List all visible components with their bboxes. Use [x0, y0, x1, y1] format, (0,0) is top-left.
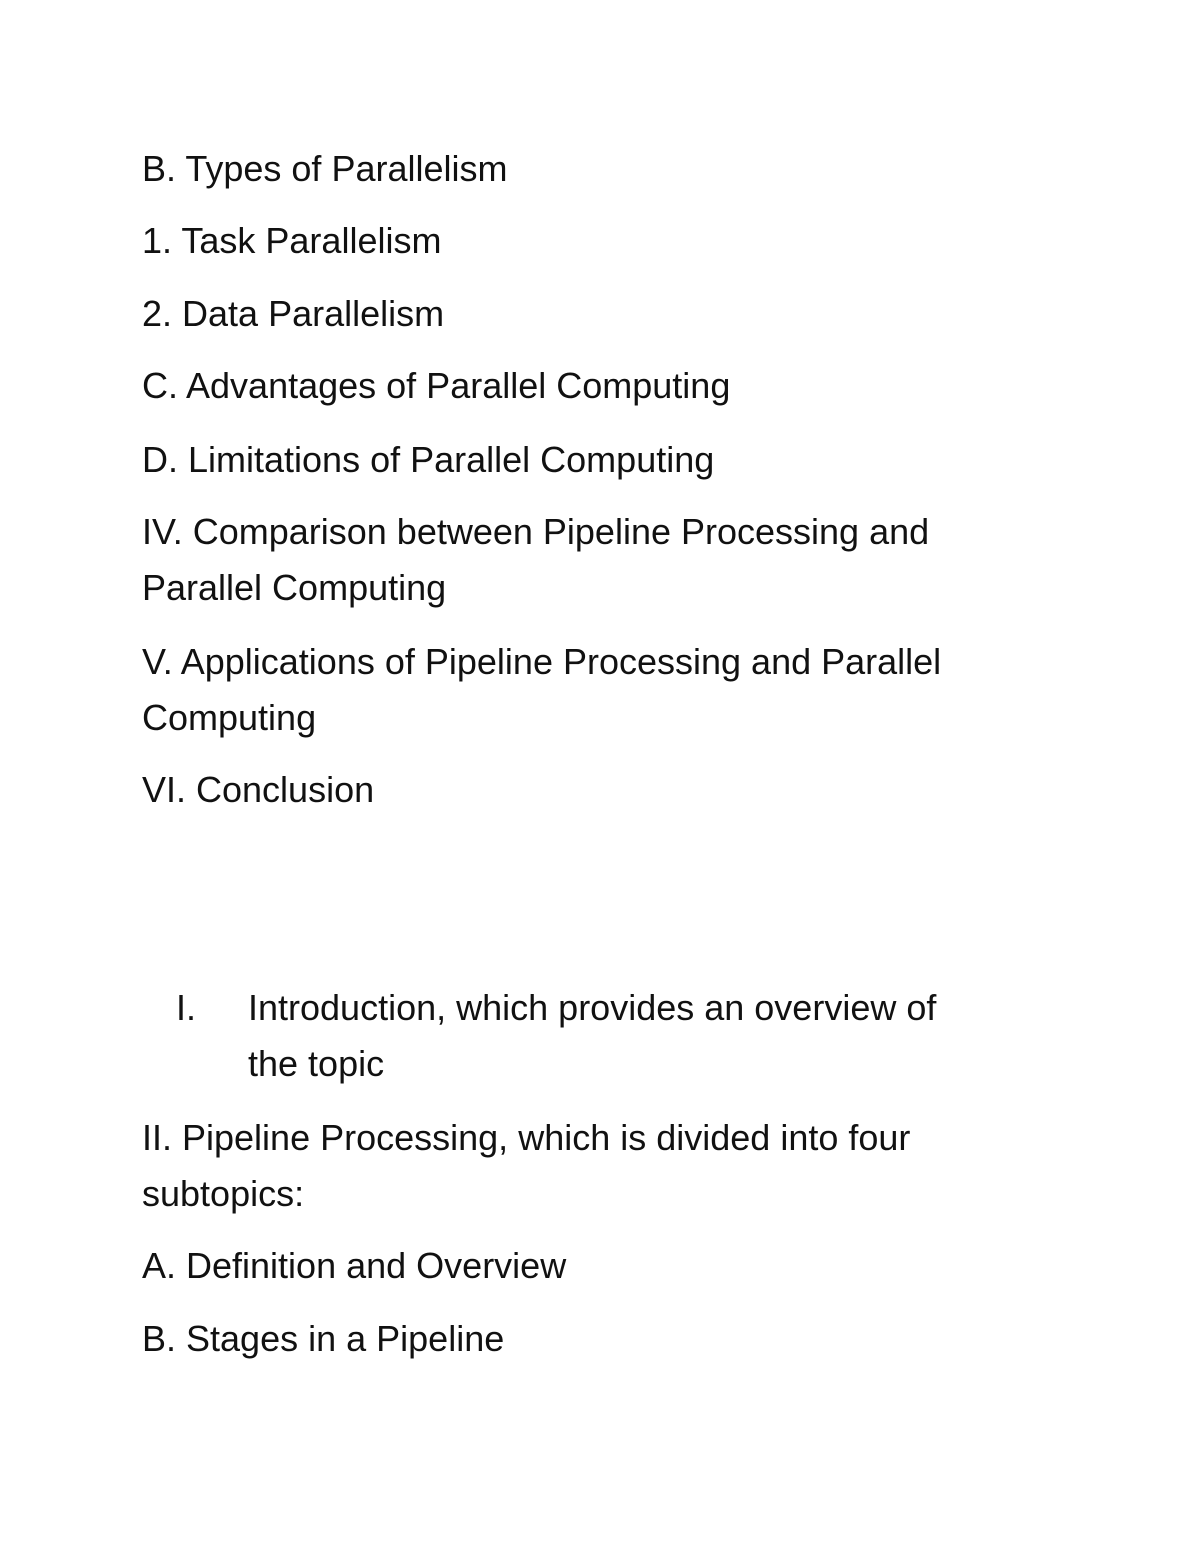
outline-line-conclusion: VI. Conclusion: [142, 769, 375, 810]
outline-introduction-item: [142, 980, 1042, 1092]
outline-line-advantages: C. Advantages of Parallel Computing: [142, 365, 731, 406]
outline-roman-numeral: I.: [176, 987, 197, 1028]
outline-introduction-text: [248, 980, 1038, 1092]
outline-line-comparison: IV. Comparison between Pipeline Processing and: [142, 511, 930, 552]
outline-line-limitations: D. Limitations of Parallel Computing: [142, 439, 715, 480]
outline-introduction-line-1: Introduction, which provides an overview of: [248, 987, 937, 1028]
outline-line-pipeline-processing: II. Pipeline Processing, which is divided into four: [142, 1117, 911, 1158]
outline-line-stages-pipeline: B. Stages in a Pipeline: [142, 1318, 505, 1359]
outline-line-applications: V. Applications of Pipeline Processing and Parallel: [142, 641, 942, 682]
outline-line-definition-overview: A. Definition and Overview: [142, 1245, 567, 1286]
outline-line-pipeline-subtopics: subtopics:: [142, 1173, 305, 1214]
outline-line-types-of-parallelism: B. Types of Parallelism: [142, 148, 508, 189]
outline-line-applications-continued: Computing: [142, 697, 317, 738]
outline-line-task-parallelism: 1. Task Parallelism: [142, 220, 442, 261]
outline-line-comparison-continued: Parallel Computing: [142, 567, 447, 608]
outline-introduction-line-2: the topic: [248, 1043, 385, 1084]
outline-line-data-parallelism: 2. Data Parallelism: [142, 293, 445, 334]
